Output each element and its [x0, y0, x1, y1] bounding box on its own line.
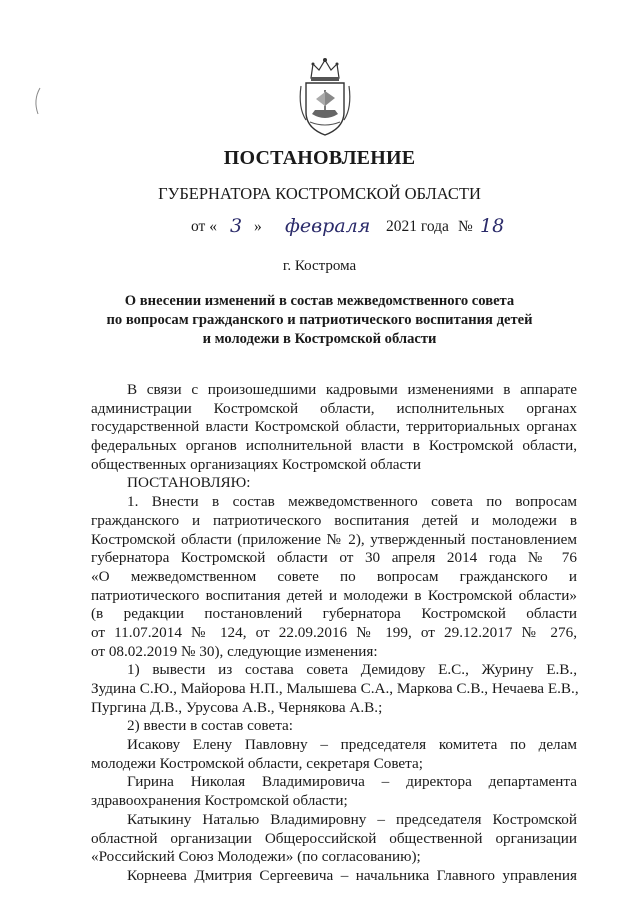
- body-line: Гирина Николая Владимировича – директора департамента: [127, 773, 577, 791]
- body-line: здравоохранения Костромской области;: [91, 792, 348, 810]
- subject-line: и молодежи в Костромской области: [202, 331, 437, 347]
- body-line: 1. Внести в состав межведомственного совета по вопросам: [127, 493, 577, 511]
- body-line: Корнеева Дмитрия Сергеевича – начальника Главного управления: [127, 866, 577, 884]
- date-year: 2021 года: [386, 218, 449, 235]
- date-month-handwritten: февраля: [285, 215, 371, 237]
- body-line: администрации Костромской области, исполнительных органах: [91, 399, 577, 417]
- date-mid: »: [254, 218, 262, 235]
- stray-pen-mark: [30, 86, 44, 116]
- document-type-title: ПОСТАНОВЛЕНИЕ: [223, 147, 416, 169]
- body-line: от 11.07.2014 № 124, от 22.09.2016 № 199, от 29.12.2017 № 276,: [91, 623, 577, 641]
- date-day-handwritten: 3: [230, 215, 243, 237]
- body-line: В связи с произошедшими кадровыми изменениями в аппарате: [127, 381, 577, 398]
- date-prefix: от «: [191, 218, 217, 235]
- body-line: Исакову Елену Павловну – председателя комитета по делам: [127, 736, 577, 754]
- subject-heading: [0, 292, 639, 349]
- body-line: Катыкину Наталью Владимировну – председателя Костромской: [127, 810, 577, 828]
- issuer-line: ГУБЕРНАТОРА КОСТРОМСКОЙ ОБЛАСТИ: [158, 184, 481, 203]
- body-line: гражданского и патриотического воспитания детей и молодежи в: [91, 511, 577, 529]
- body-line: губернатора Костромской области от 30 апреля 2014 года № 76: [91, 549, 577, 567]
- body-line: молодежи Костромской области, секретаря Совета;: [91, 754, 423, 772]
- body-line: (в редакции постановлений губернатора Костромской области: [91, 605, 577, 623]
- body-line: Зудина С.Ю., Майорова Н.П., Малышева С.А., Маркова С.В., Нечаева Е.В.,: [91, 680, 579, 697]
- body-line: «Российский Союз Молодежи» (по согласованию);: [91, 848, 421, 866]
- body-line: Костромской области (приложение № 2), утвержденный постановлением: [91, 530, 577, 548]
- body-line: Пургина Д.В., Урусова А.В., Чернякова А.В.;: [91, 698, 383, 716]
- body-line: 2) ввести в состав совета:: [127, 717, 294, 735]
- subject-line: О внесении изменений в состав межведомственного совета: [124, 293, 515, 309]
- subject-line: по вопросам гражданского и патриотического воспитания детей: [106, 312, 533, 328]
- body-line: областной организации Общероссийской общественной организации: [91, 829, 577, 847]
- body-line: государственной власти Костромской области, территориальных органах: [91, 418, 577, 436]
- body-line: от 08.02.2019 № 30), следующие изменения:: [91, 642, 378, 660]
- body-line: ПОСТАНОВЛЯЮ:: [127, 474, 251, 492]
- body-line: общественных организациях Костромской области: [91, 455, 422, 473]
- body-line: 1) вывести из состава совета Демидову Е.С., Журину Е.В.,: [127, 661, 577, 679]
- document-number-handwritten: 18: [480, 215, 505, 237]
- body-line: патриотического воспитания детей и молодежи в Костромской области»: [91, 586, 577, 604]
- number-prefix: №: [458, 218, 473, 235]
- kostroma-coat-of-arms-emblem: [297, 56, 353, 138]
- body-line: федеральных органов исполнительной власти в Костромской области,: [91, 437, 577, 455]
- body-text: [91, 381, 577, 886]
- body-line: «О межведомственном совете по вопросам гражданского и: [91, 567, 577, 585]
- city-line: г. Кострома: [282, 258, 357, 274]
